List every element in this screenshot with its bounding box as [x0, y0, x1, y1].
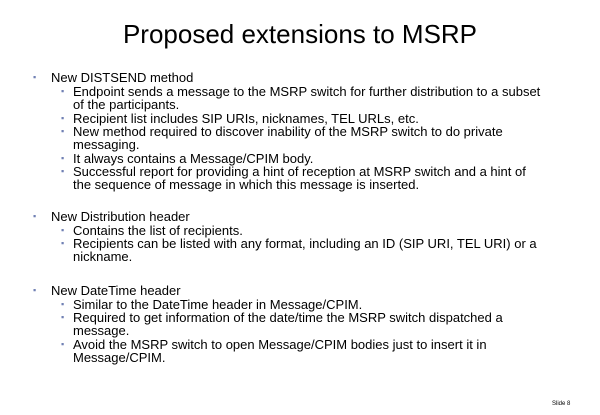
bullet-icon: ▪	[61, 339, 65, 349]
bullet-icon: ▪	[61, 113, 65, 123]
list-item: Recipients can be listed with any format, including an ID (SIP URI, TEL URI) or a nickname.	[73, 236, 537, 265]
list-item: Recipient list includes SIP URIs, nicknames, TEL URLs, etc.	[73, 111, 419, 126]
bullet-icon: ▪	[61, 126, 65, 136]
list-item: Contains the list of recipients.	[73, 223, 243, 238]
list-item: It always contains a Message/CPIM body.	[73, 151, 314, 166]
list-item: Similar to the DateTime header in Message/CPIM.	[73, 297, 363, 312]
bullet-icon: ▪	[61, 86, 65, 96]
bullet-icon: ▪	[61, 153, 65, 163]
slide-title: Proposed extensions to MSRP	[122, 19, 478, 49]
bullet-icon: ▪	[33, 211, 37, 221]
list-item: Successful report for providing a hint of reception at MSRP switch and a hint of the sequence of message in which this message is inserted.	[73, 164, 526, 193]
slide-number: Slide 8	[552, 401, 571, 407]
section-heading: New DateTime header	[51, 283, 181, 298]
section-heading: New DISTSEND method	[51, 70, 194, 85]
list-item: New method required to discover inability of the MSRP switch to do private messaging.	[73, 124, 503, 153]
bullet-icon: ▪	[61, 299, 65, 309]
section-heading: New Distribution header	[51, 209, 190, 224]
bullet-icon: ▪	[61, 238, 65, 248]
bullet-icon: ▪	[33, 285, 37, 295]
list-item: Required to get information of the date/time the MSRP switch dispatched a message.	[73, 310, 503, 339]
bullet-icon: ▪	[33, 72, 37, 82]
bullet-icon: ▪	[61, 225, 65, 235]
bullet-icon: ▪	[61, 312, 65, 322]
list-item: Endpoint sends a message to the MSRP switch for further distribution to a subset of the participants.	[73, 84, 541, 113]
list-item: Avoid the MSRP switch to open Message/CPIM bodies just to insert it in Message/CPIM.	[73, 337, 487, 366]
bullet-icon: ▪	[61, 166, 65, 176]
